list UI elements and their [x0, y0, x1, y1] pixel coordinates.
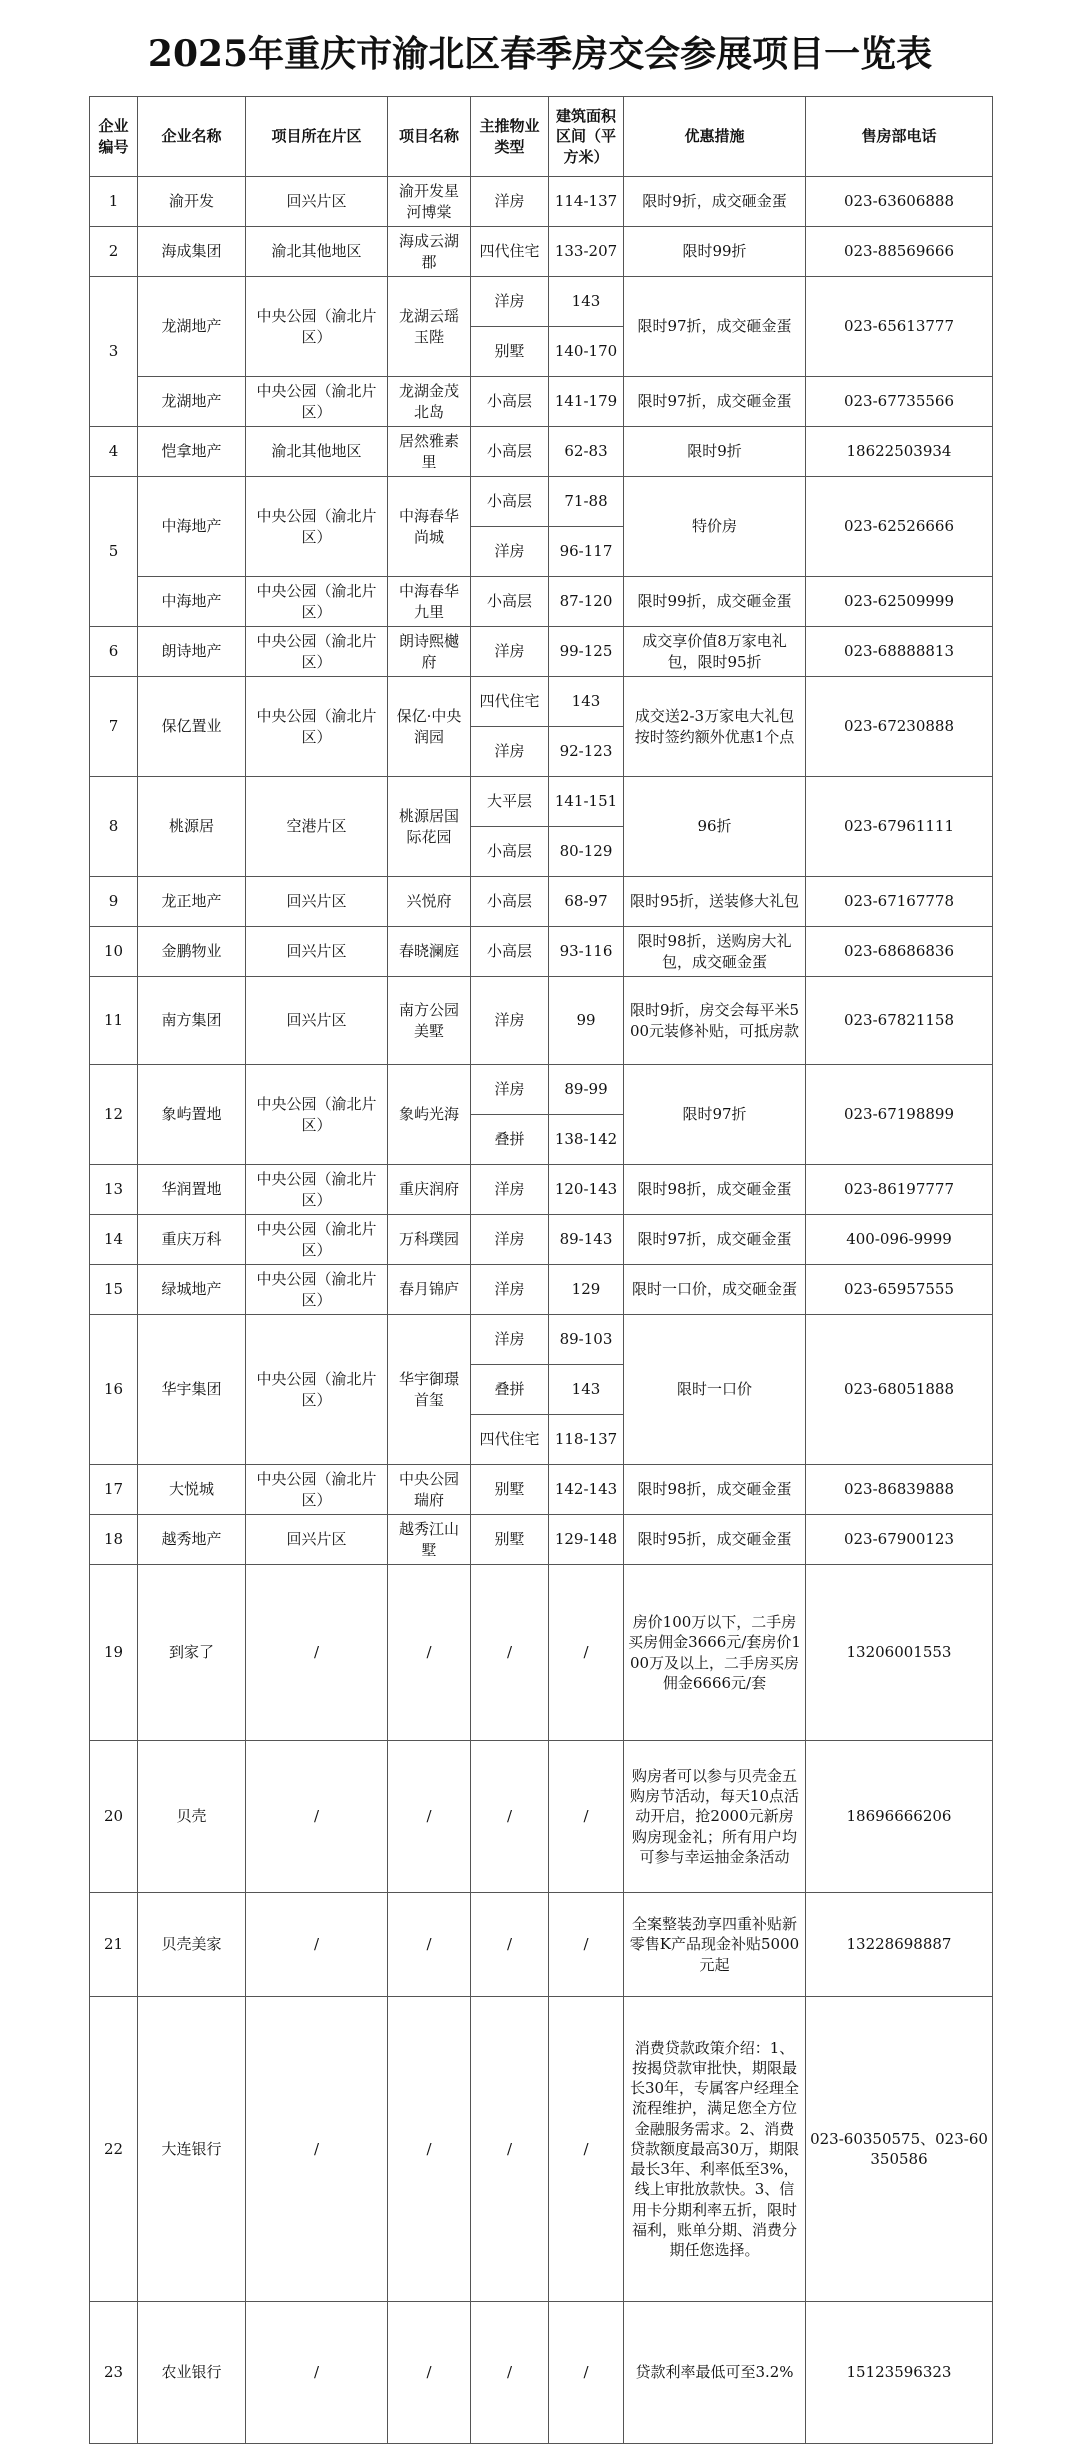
- table-cell: 023-68686836: [806, 927, 993, 977]
- table-cell: 越秀江山墅: [388, 1515, 471, 1565]
- table-cell: 限时99折: [624, 227, 806, 277]
- table-cell: 限时98折，送购房大礼包，成交砸金蛋: [624, 927, 806, 977]
- table-cell: 渝北其他地区: [246, 427, 388, 477]
- table-cell: 6: [90, 627, 138, 677]
- table-cell: 小高层: [471, 427, 549, 477]
- table-cell: 保亿置业: [138, 677, 246, 777]
- table-cell: 92-123: [549, 727, 624, 777]
- table-cell: 绿城地产: [138, 1265, 246, 1315]
- table-cell: 023-65957555: [806, 1265, 993, 1315]
- page-title: 2025年重庆市渝北区春季房交会参展项目一览表: [147, 33, 933, 75]
- table-cell: 17: [90, 1465, 138, 1515]
- table-cell: 小高层: [471, 477, 549, 527]
- table-cell: 朗诗熙樾府: [388, 627, 471, 677]
- table-cell: 洋房: [471, 727, 549, 777]
- table-cell: 80-129: [549, 827, 624, 877]
- table-cell: 中央公园瑞府: [388, 1465, 471, 1515]
- table-cell: 渝北其他地区: [246, 227, 388, 277]
- table-cell: 四代住宅: [471, 677, 549, 727]
- table-cell: 限时一口价: [624, 1315, 806, 1465]
- table-cell: 洋房: [471, 627, 549, 677]
- table-cell: 中央公园（渝北片区）: [246, 1165, 388, 1215]
- table-cell: 中央公园（渝北片区）: [246, 1315, 388, 1465]
- table-cell: /: [388, 1893, 471, 1997]
- table-cell: /: [471, 1997, 549, 2302]
- table-cell: 5: [90, 477, 138, 627]
- table-cell: /: [388, 2302, 471, 2444]
- table-cell: 贝壳: [138, 1741, 246, 1893]
- table-cell: 万科璞园: [388, 1215, 471, 1265]
- table-cell: 023-62526666: [806, 477, 993, 577]
- table-cell: 小高层: [471, 377, 549, 427]
- table-cell: 洋房: [471, 1065, 549, 1115]
- table-cell: 限时一口价，成交砸金蛋: [624, 1265, 806, 1315]
- table-cell: 18696666206: [806, 1741, 993, 1893]
- table-cell: /: [471, 1741, 549, 1893]
- table-cell: /: [388, 1565, 471, 1741]
- table-cell: 叠拼: [471, 1365, 549, 1415]
- table-cell: 68-97: [549, 877, 624, 927]
- table-cell: 18: [90, 1515, 138, 1565]
- table-cell: 限时99折，成交砸金蛋: [624, 577, 806, 627]
- table-cell: 小高层: [471, 927, 549, 977]
- table-cell: /: [549, 1565, 624, 1741]
- table-cell: 华润置地: [138, 1165, 246, 1215]
- table-cell: 023-67900123: [806, 1515, 993, 1565]
- table-cell: /: [549, 2302, 624, 2444]
- table-cell: 3: [90, 277, 138, 427]
- table-cell: 桃源居国际花园: [388, 777, 471, 877]
- header-cell: 企业编号: [90, 97, 138, 177]
- table-cell: 023-67961111: [806, 777, 993, 877]
- table-cell: 12: [90, 1065, 138, 1165]
- table-cell: 春晓澜庭: [388, 927, 471, 977]
- table-cell: 023-67198899: [806, 1065, 993, 1165]
- table-cell: 洋房: [471, 1165, 549, 1215]
- table-row: [90, 977, 993, 1065]
- table-cell: 四代住宅: [471, 227, 549, 277]
- table-cell: /: [246, 1997, 388, 2302]
- header-cell: 建筑面积区间（平方米）: [549, 97, 624, 177]
- table-cell: /: [471, 1565, 549, 1741]
- table-row: [90, 477, 993, 527]
- table-cell: 龙正地产: [138, 877, 246, 927]
- table-cell: 购房者可以参与贝壳金五购房节活动，每天10点活动开启，抢2000元新房购房现金礼；所有用户均可参与幸运抽金条活动: [624, 1741, 806, 1893]
- table-cell: 限时9折，成交砸金蛋: [624, 177, 806, 227]
- table-body: [90, 177, 993, 2444]
- table-cell: 4: [90, 427, 138, 477]
- table-cell: 象屿置地: [138, 1065, 246, 1165]
- table-cell: 到家了: [138, 1565, 246, 1741]
- table-cell: 海成集团: [138, 227, 246, 277]
- table-cell: 89-143: [549, 1215, 624, 1265]
- table-cell: 中海地产: [138, 577, 246, 627]
- table-row: [90, 277, 993, 327]
- table-cell: 93-116: [549, 927, 624, 977]
- table-cell: /: [471, 1893, 549, 1997]
- table-cell: 叠拼: [471, 1115, 549, 1165]
- table-cell: 贝壳美家: [138, 1893, 246, 1997]
- table-cell: 中央公园（渝北片区）: [246, 1065, 388, 1165]
- table-row: [90, 1265, 993, 1315]
- table-cell: 华宇集团: [138, 1315, 246, 1465]
- table-cell: 别墅: [471, 1465, 549, 1515]
- table-cell: 141-151: [549, 777, 624, 827]
- table-cell: 成交享价值8万家电礼包，限时95折: [624, 627, 806, 677]
- table-row: [90, 677, 993, 727]
- table-cell: 中央公园（渝北片区）: [246, 377, 388, 427]
- table-cell: 重庆润府: [388, 1165, 471, 1215]
- table-cell: 87-120: [549, 577, 624, 627]
- table-cell: 22: [90, 1997, 138, 2302]
- exhibition-table: [89, 96, 993, 2444]
- table-row: [90, 1065, 993, 1115]
- table-cell: 别墅: [471, 327, 549, 377]
- table-cell: 16: [90, 1315, 138, 1465]
- table-header-row: [90, 97, 993, 177]
- table-cell: 023-62509999: [806, 577, 993, 627]
- table-row: [90, 227, 993, 277]
- table-cell: 15: [90, 1265, 138, 1315]
- table-cell: 140-170: [549, 327, 624, 377]
- table-cell: 143: [549, 677, 624, 727]
- table-cell: 象屿光海: [388, 1065, 471, 1165]
- table-cell: 141-179: [549, 377, 624, 427]
- table-cell: 14: [90, 1215, 138, 1265]
- table-cell: 7: [90, 677, 138, 777]
- table-cell: 2: [90, 227, 138, 277]
- table-row: [90, 1741, 993, 1893]
- table-row: [90, 1997, 993, 2302]
- table-cell: /: [246, 1565, 388, 1741]
- table-cell: 农业银行: [138, 2302, 246, 2444]
- table-cell: 春月锦庐: [388, 1265, 471, 1315]
- table-row: [90, 1315, 993, 1365]
- table-cell: 桃源居: [138, 777, 246, 877]
- table-cell: 中央公园（渝北片区）: [246, 1265, 388, 1315]
- table-cell: 大平层: [471, 777, 549, 827]
- table-cell: /: [246, 1893, 388, 1997]
- table-cell: 400-096-9999: [806, 1215, 993, 1265]
- table-row: [90, 877, 993, 927]
- table-cell: 回兴片区: [246, 177, 388, 227]
- table-cell: 空港片区: [246, 777, 388, 877]
- table-cell: 023-67167778: [806, 877, 993, 927]
- header-cell: 主推物业类型: [471, 97, 549, 177]
- table-cell: 71-88: [549, 477, 624, 527]
- table-row: [90, 427, 993, 477]
- table-cell: 023-67735566: [806, 377, 993, 427]
- table-cell: 96-117: [549, 527, 624, 577]
- table-cell: 中海春华九里: [388, 577, 471, 627]
- table-cell: /: [549, 1997, 624, 2302]
- table-cell: 限时97折，成交砸金蛋: [624, 377, 806, 427]
- table-cell: 114-137: [549, 177, 624, 227]
- table-cell: 房价100万以下，二手房买房佣金3666元/套房价100万及以上，二手房买房佣金6666元/套: [624, 1565, 806, 1741]
- table-cell: 全案整装劲享四重补贴新零售K产品现金补贴5000元起: [624, 1893, 806, 1997]
- table-cell: 10: [90, 927, 138, 977]
- table-cell: 南方集团: [138, 977, 246, 1065]
- table-cell: 118-137: [549, 1415, 624, 1465]
- table-cell: 小高层: [471, 827, 549, 877]
- table-cell: 洋房: [471, 277, 549, 327]
- table-row: [90, 627, 993, 677]
- table-row: [90, 1565, 993, 1741]
- table-cell: 129: [549, 1265, 624, 1315]
- table-cell: 20: [90, 1741, 138, 1893]
- table-cell: 恺拿地产: [138, 427, 246, 477]
- table-cell: 99: [549, 977, 624, 1065]
- table-cell: 特价房: [624, 477, 806, 577]
- table-cell: 23: [90, 2302, 138, 2444]
- table-cell: 回兴片区: [246, 877, 388, 927]
- table-cell: 023-63606888: [806, 177, 993, 227]
- table-cell: 洋房: [471, 177, 549, 227]
- table-cell: 143: [549, 1365, 624, 1415]
- table-cell: /: [388, 1997, 471, 2302]
- table-row: [90, 1165, 993, 1215]
- table-cell: 中央公园（渝北片区）: [246, 627, 388, 677]
- table-cell: 兴悦府: [388, 877, 471, 927]
- table-cell: 023-67230888: [806, 677, 993, 777]
- header-cell: 企业名称: [138, 97, 246, 177]
- table-cell: 洋房: [471, 1315, 549, 1365]
- table-cell: 中央公园（渝北片区）: [246, 677, 388, 777]
- table-cell: 96折: [624, 777, 806, 877]
- table-cell: 142-143: [549, 1465, 624, 1515]
- table-cell: 限时98折，成交砸金蛋: [624, 1465, 806, 1515]
- table-cell: 洋房: [471, 1265, 549, 1315]
- table-cell: 小高层: [471, 577, 549, 627]
- table-cell: 限时95折，成交砸金蛋: [624, 1515, 806, 1565]
- table-cell: 龙湖地产: [138, 377, 246, 427]
- table-cell: 1: [90, 177, 138, 227]
- table-cell: 洋房: [471, 1215, 549, 1265]
- table-cell: 13: [90, 1165, 138, 1215]
- table-cell: /: [471, 2302, 549, 2444]
- table-cell: 南方公园美墅: [388, 977, 471, 1065]
- table-cell: 洋房: [471, 527, 549, 577]
- table-cell: 龙湖金茂北岛: [388, 377, 471, 427]
- table-cell: 89-99: [549, 1065, 624, 1115]
- table-cell: 别墅: [471, 1515, 549, 1565]
- table-cell: 限时9折，房交会每平米500元装修补贴，可抵房款: [624, 977, 806, 1065]
- table-cell: 龙湖地产: [138, 277, 246, 377]
- table-cell: 120-143: [549, 1165, 624, 1215]
- table-cell: 回兴片区: [246, 1515, 388, 1565]
- table-cell: 62-83: [549, 427, 624, 477]
- table-cell: 大连银行: [138, 1997, 246, 2302]
- table-cell: 023-60350575、023-60350586: [806, 1997, 993, 2302]
- table-cell: 中央公园（渝北片区）: [246, 1465, 388, 1515]
- table-cell: 中央公园（渝北片区）: [246, 577, 388, 627]
- table-cell: 023-86839888: [806, 1465, 993, 1515]
- table-cell: 越秀地产: [138, 1515, 246, 1565]
- table-cell: 中央公园（渝北片区）: [246, 277, 388, 377]
- table-row: [90, 377, 993, 427]
- table-cell: 回兴片区: [246, 927, 388, 977]
- table-cell: 023-88569666: [806, 227, 993, 277]
- table-cell: 贷款利率最低可至3.2%: [624, 2302, 806, 2444]
- table-cell: 023-68888813: [806, 627, 993, 677]
- table-cell: 9: [90, 877, 138, 927]
- table-cell: 18622503934: [806, 427, 993, 477]
- table-cell: 限时97折，成交砸金蛋: [624, 277, 806, 377]
- table-cell: 四代住宅: [471, 1415, 549, 1465]
- table-cell: 129-148: [549, 1515, 624, 1565]
- table-row: [90, 2302, 993, 2444]
- table-cell: 居然雅素里: [388, 427, 471, 477]
- table-cell: 138-142: [549, 1115, 624, 1165]
- table-row: [90, 927, 993, 977]
- header-cell: 优惠措施: [624, 97, 806, 177]
- table-cell: 19: [90, 1565, 138, 1741]
- table-cell: 限时98折，成交砸金蛋: [624, 1165, 806, 1215]
- table-cell: 133-207: [549, 227, 624, 277]
- table-cell: 15123596323: [806, 2302, 993, 2444]
- table-cell: 保亿·中央润园: [388, 677, 471, 777]
- table-cell: 21: [90, 1893, 138, 1997]
- table-cell: 限时97折: [624, 1065, 806, 1165]
- header-cell: 项目名称: [388, 97, 471, 177]
- table-cell: 中央公园（渝北片区）: [246, 1215, 388, 1265]
- table-cell: 中央公园（渝北片区）: [246, 477, 388, 577]
- table-cell: 朗诗地产: [138, 627, 246, 677]
- table-cell: /: [549, 1893, 624, 1997]
- table-cell: 143: [549, 277, 624, 327]
- table-row: [90, 577, 993, 627]
- table-cell: 023-67821158: [806, 977, 993, 1065]
- table-cell: 89-103: [549, 1315, 624, 1365]
- table-cell: 龙湖云瑶玉陛: [388, 277, 471, 377]
- table-cell: 重庆万科: [138, 1215, 246, 1265]
- table-cell: 中海春华尚城: [388, 477, 471, 577]
- table-cell: /: [246, 2302, 388, 2444]
- table-cell: 8: [90, 777, 138, 877]
- table-cell: 99-125: [549, 627, 624, 677]
- table-row: [90, 1515, 993, 1565]
- table-cell: /: [549, 1741, 624, 1893]
- table-cell: 渝开发: [138, 177, 246, 227]
- table-cell: 13228698887: [806, 1893, 993, 1997]
- table-cell: 消费贷款政策介绍：1、按揭贷款审批快，期限最长30年，专属客户经理全流程维护，满足您全方位金融服务需求。2、消费贷款额度最高30万，期限最长3年、利率低至3%，线上审批放款快。3、信用卡分期利率五折，限时福利，账单分期、消费分期任您选择。: [624, 1997, 806, 2302]
- table-cell: /: [388, 1741, 471, 1893]
- table-cell: 洋房: [471, 977, 549, 1065]
- table-cell: 渝开发星河博棠: [388, 177, 471, 227]
- table-row: [90, 177, 993, 227]
- table-row: [90, 1893, 993, 1997]
- table-cell: 13206001553: [806, 1565, 993, 1741]
- header-cell: 售房部电话: [806, 97, 993, 177]
- table-cell: 海成云湖郡: [388, 227, 471, 277]
- table-cell: 023-86197777: [806, 1165, 993, 1215]
- table-cell: 023-65613777: [806, 277, 993, 377]
- table-cell: 大悦城: [138, 1465, 246, 1515]
- table-cell: 中海地产: [138, 477, 246, 577]
- table-cell: 限时9折: [624, 427, 806, 477]
- table-row: [90, 777, 993, 827]
- table-cell: 金鹏物业: [138, 927, 246, 977]
- header-cell: 项目所在片区: [246, 97, 388, 177]
- table-cell: 成交送2-3万家电大礼包按时签约额外优惠1个点: [624, 677, 806, 777]
- table-cell: /: [246, 1741, 388, 1893]
- table-row: [90, 1465, 993, 1515]
- table-cell: 023-68051888: [806, 1315, 993, 1465]
- table-cell: 限时95折，送装修大礼包: [624, 877, 806, 927]
- table-cell: 小高层: [471, 877, 549, 927]
- table-row: [90, 1215, 993, 1265]
- table-cell: 回兴片区: [246, 977, 388, 1065]
- table-cell: 11: [90, 977, 138, 1065]
- table-cell: 华宇御璟首玺: [388, 1315, 471, 1465]
- table-cell: 限时97折，成交砸金蛋: [624, 1215, 806, 1265]
